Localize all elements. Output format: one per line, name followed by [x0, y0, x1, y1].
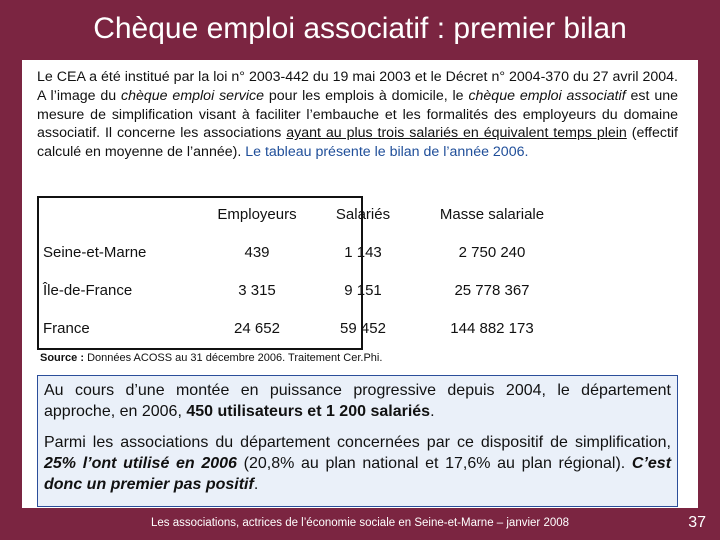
cell-employeurs: 3 315 [238, 282, 276, 299]
summary-text: Parmi les associations du département concernées par ce dispositif de simplification, [44, 434, 671, 451]
header-employeurs: Employeurs [217, 206, 297, 223]
intro-underlined: ayant au plus trois salariés en équivalent temps plein [286, 125, 627, 142]
left-border [0, 60, 22, 508]
intro-blue-text: Le tableau présente le bilan de l’année 2006. [245, 144, 529, 161]
cell-employeurs: 439 [244, 244, 270, 261]
intro-text-3: est une mesure de simplification visant à faciliter l’embauche et les formalités des employeurs du domaine associatif. Il concerne les associations [37, 87, 678, 142]
summary-box [37, 375, 678, 507]
intro-text-1: Le CEA a été institué par la loi n° 2003-442 du 19 mai 2003 et le Décret n° 2004-370 du 27 avril 2004. A l’image du [37, 69, 678, 104]
intro-paragraph [37, 68, 678, 162]
summary-text: . [430, 403, 435, 420]
cell-salaries: 59 452 [340, 320, 386, 337]
table-header-row [37, 196, 678, 234]
source-text: Données ACOSS au 31 décembre 2006. Traitement Cer.Phi. [84, 352, 383, 364]
header-salaries: Salariés [335, 206, 391, 223]
summary-conclusion: C’est donc un premier pas positif [44, 455, 672, 493]
intro-text-2: pour les emplois à domicile, le [264, 87, 469, 104]
footer-bar [0, 508, 720, 540]
header-masse-salariale: Masse salariale [439, 206, 545, 223]
summary-bold: 450 utilisateurs et 1 200 salariés [186, 403, 431, 420]
source-note [40, 352, 382, 364]
cell-employeurs: 24 652 [234, 320, 280, 337]
row-label: Seine-et-Marne [43, 244, 147, 261]
table-row [37, 234, 678, 272]
row-label: Île-de-France [43, 282, 133, 299]
cell-masse-salariale: 2 750 240 [458, 244, 526, 261]
cell-salaries: 9 151 [344, 282, 382, 299]
page-number: 37 [688, 514, 706, 531]
slide-title: Chèque emploi associatif : premier bilan [0, 0, 720, 60]
intro-text-4: (effectif calculé en moyenne de l’année). [37, 125, 678, 161]
summary-text: Au cours d’une montée en puissance progressive depuis 2004, le département approche, en 2006, [44, 382, 671, 420]
cell-masse-salariale: 144 882 173 [450, 320, 534, 337]
table-row [37, 272, 678, 310]
cell-masse-salariale: 25 778 367 [454, 282, 530, 299]
summary-text: . [253, 476, 259, 493]
cell-salaries: 1 143 [344, 244, 382, 261]
summary-bold-italic: 25% l’ont utilisé en 2006 [44, 455, 237, 472]
summary-paragraph-1 [44, 380, 671, 422]
source-label: Source : [40, 352, 85, 364]
intro-emphasis-2: chèque emploi associatif [468, 87, 626, 104]
row-label: France [43, 320, 90, 337]
right-border [698, 60, 720, 508]
footer-text: Les associations, actrices de l’économie sociale en Seine-et-Marne – janvier 2008 [150, 517, 570, 529]
table-row [37, 310, 678, 348]
summary-text: (20,8% au plan national et 17,6% au plan régional). [236, 455, 632, 472]
intro-emphasis-1: chèque emploi service [121, 87, 265, 104]
summary-paragraph-2 [44, 432, 671, 495]
